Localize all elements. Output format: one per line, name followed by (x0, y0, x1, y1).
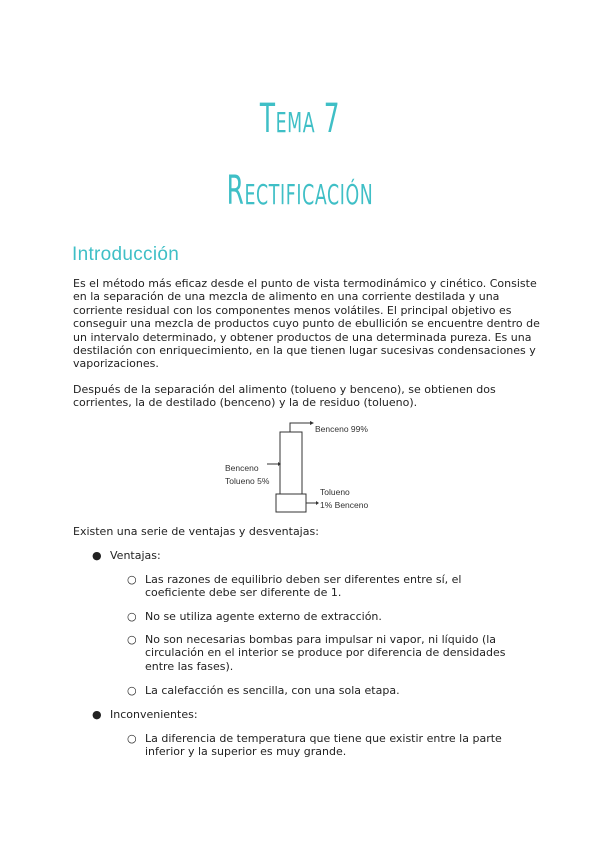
column-reboiler (276, 494, 306, 512)
sub-list-item: ○ La calefacción es sencilla, con una sola etapa. (127, 684, 400, 697)
title-line-2: Rectificación (226, 168, 374, 214)
distillation-column-diagram (210, 415, 410, 520)
column-body (280, 432, 302, 494)
paragraph-intro: Es el método más eficaz desde el punto de vista termodinámico y cinético. Consiste en la separación de una mezcla de alimento en una corriente destilada y una corriente residual con los componentes menos volátiles. El principal objetivo es conseguir una mezcla de productos cuyo punto de ebullición se encuentre dentro de un intervalo determinado, y obtener productos de una determinada pureza. Es una destilación con enriquecimiento, en la que tienen lugar sucesivas condensaciones y vaporizaciones. (73, 277, 540, 371)
feed-label-1: Benceno (225, 463, 259, 473)
sub-list-item: ○ No se utiliza agente externo de extracción. (127, 610, 382, 623)
bottom-label-1: Tolueno (320, 487, 350, 497)
section-heading: Introducción (72, 244, 180, 265)
list-item-ventajas: ● Ventajas: (92, 549, 161, 562)
sub-list-item: ○ Las razones de equilibrio deben ser diferentes entre sí, el coeficiente debe ser diferente de 1. (127, 573, 462, 600)
paragraph-list-intro: Existen una serie de ventajas y desventajas: (73, 525, 319, 538)
feed-label-2: Tolueno 5% (225, 476, 270, 486)
paragraph-streams: Después de la separación del alimento (tolueno y benceno), se obtienen dos corrientes, la de destilado (benceno) y la de residuo (tolueno). (73, 383, 496, 410)
sub-list-item: ○ No son necesarias bombas para impulsar ni vapor, ni líquido (la circulación en el interior se produce por diferencia de densidades entre las fases). (127, 633, 506, 673)
distillate-line (290, 423, 310, 432)
bottom-label-2: 1% Benceno (320, 500, 369, 510)
list-item-inconvenientes: ● Inconvenientes: (92, 708, 198, 721)
title-line-1: Tema 7 (259, 96, 341, 142)
sub-list-item: ○ La diferencia de temperatura que tiene que existir entre la parte inferior y la superior es muy grande. (127, 732, 502, 759)
top-label: Benceno 99% (315, 424, 368, 434)
